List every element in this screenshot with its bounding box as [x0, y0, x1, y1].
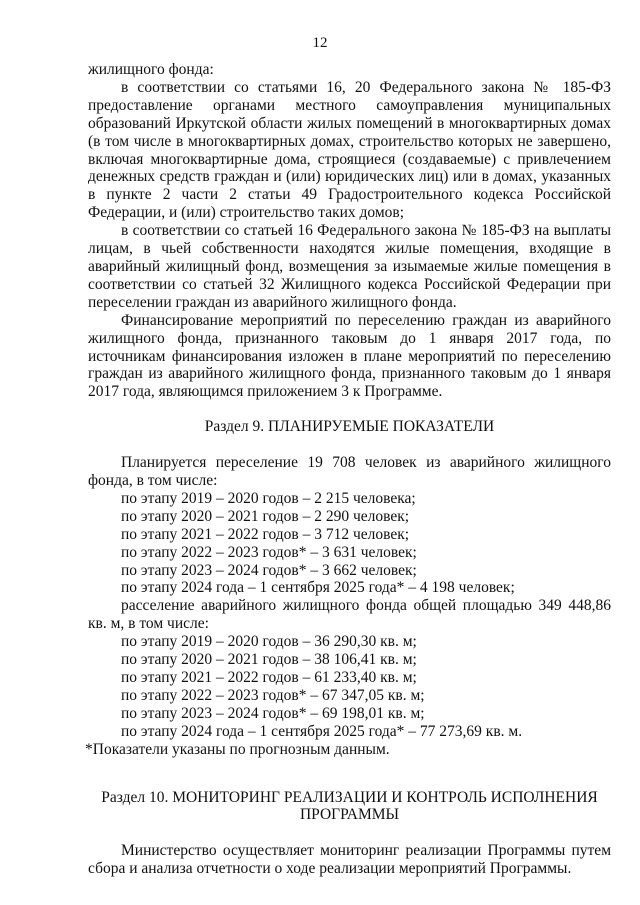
- paragraph-articles-16-20: в соответствии со статьями 16, 20 Федерального закона № 185-ФЗ предоставление органами местного самоуправления муниципальных образований Иркутской области жилых помещений в многоквартирных домах (в том числе в многоквартирных домах, строительство которых не завершено, включая многоквартирные дома, строящиеся (создаваемые) с привлечением денежных средств граждан и (или) юридических лиц) или в домах, указанных в пункте 2 части 2 статьи 49 Градостроительного кодекса Российской Федерации, и (или) строительство таких домов;: [88, 78, 611, 222]
- area-stage-item: по этапу 2024 года – 1 сентября 2025 года* – 77 273,69 кв. м.: [121, 722, 523, 740]
- area-stage-item: по этапу 2019 – 2020 годов – 36 290,30 кв. м;: [121, 633, 417, 651]
- paragraph-area: расселение аварийного жилищного фонда общей площадью 349 448,86 кв. м, в том числе:: [88, 597, 611, 633]
- footnote: *Показатели указаны по прогнозным данным.: [85, 740, 390, 758]
- people-stage-item: по этапу 2020 – 2021 годов – 2 290 человек;: [121, 507, 410, 525]
- section-10-heading: [88, 789, 611, 825]
- section-10-heading-line1: Раздел 10. МОНИТОРИНГ РЕАЛИЗАЦИИ И КОНТРОЛЬ ИСПОЛНЕНИЯ: [101, 788, 598, 806]
- people-stage-item: по этапу 2021 – 2022 годов – 3 712 человек;: [121, 525, 410, 543]
- document-body: [85, 61, 611, 878]
- section-10-heading-line2: ПРОГРАММЫ: [299, 806, 400, 824]
- people-stage-item: по этапу 2022 – 2023 годов* – 3 631 человек;: [121, 543, 417, 561]
- people-stage-item: по этапу 2023 – 2024 годов* – 3 662 человек;: [121, 561, 417, 579]
- area-stage-item: по этапу 2022 – 2023 годов* – 67 347,05 кв. м;: [121, 686, 425, 704]
- paragraph-plan: Планируется переселение 19 708 человек из аварийного жилищного фонда, в том числе:: [88, 454, 611, 490]
- paragraph-monitoring: Министерство осуществляет мониторинг реализации Программы путем сбора и анализа отчетности о ходе реализации мероприятий Программы.: [88, 842, 611, 878]
- area-stage-item: по этапу 2021 – 2022 годов – 61 233,40 кв. м;: [121, 669, 417, 686]
- area-stage-item: по этапу 2020 – 2021 годов – 38 106,41 кв. м;: [121, 651, 417, 669]
- people-stage-item: по этапу 2024 года – 1 сентября 2025 года* – 4 198 человек;: [121, 579, 515, 597]
- paragraph-financing: Финансирование мероприятий по переселению граждан из аварийного жилищного фонда, признанного таковым до 1 января 2017 года, по источникам финансирования изложен в плане мероприятий по переселению граждан из аварийного жилищного фонда, признанного таковым до 1 января 2017 года, являющимся приложением 3 к Программе.: [88, 311, 611, 401]
- people-stage-item: по этапу 2019 – 2020 годов – 2 215 человека;: [121, 489, 416, 507]
- page-number: 12: [312, 35, 328, 51]
- paragraph-article-16: в соответствии со статьей 16 Федерального закона № 185-ФЗ на выплаты лицам, в чьей собственности находятся жилые помещения, входящие в аварийный жилищный фонд, возмещения за изымаемые жилые помещения в соответствии со статьей 32 Жилищного кодекса Российской Федерации при переселении граждан из аварийного жилищного фонда.: [88, 222, 611, 311]
- area-stage-item: по этапу 2023 – 2024 годов* – 69 198,01 кв. м;: [121, 704, 425, 722]
- paragraph-intro: жилищного фонда:: [88, 61, 214, 78]
- section-9-heading: Раздел 9. ПЛАНИРУЕМЫЕ ПОКАЗАТЕЛИ: [204, 418, 495, 436]
